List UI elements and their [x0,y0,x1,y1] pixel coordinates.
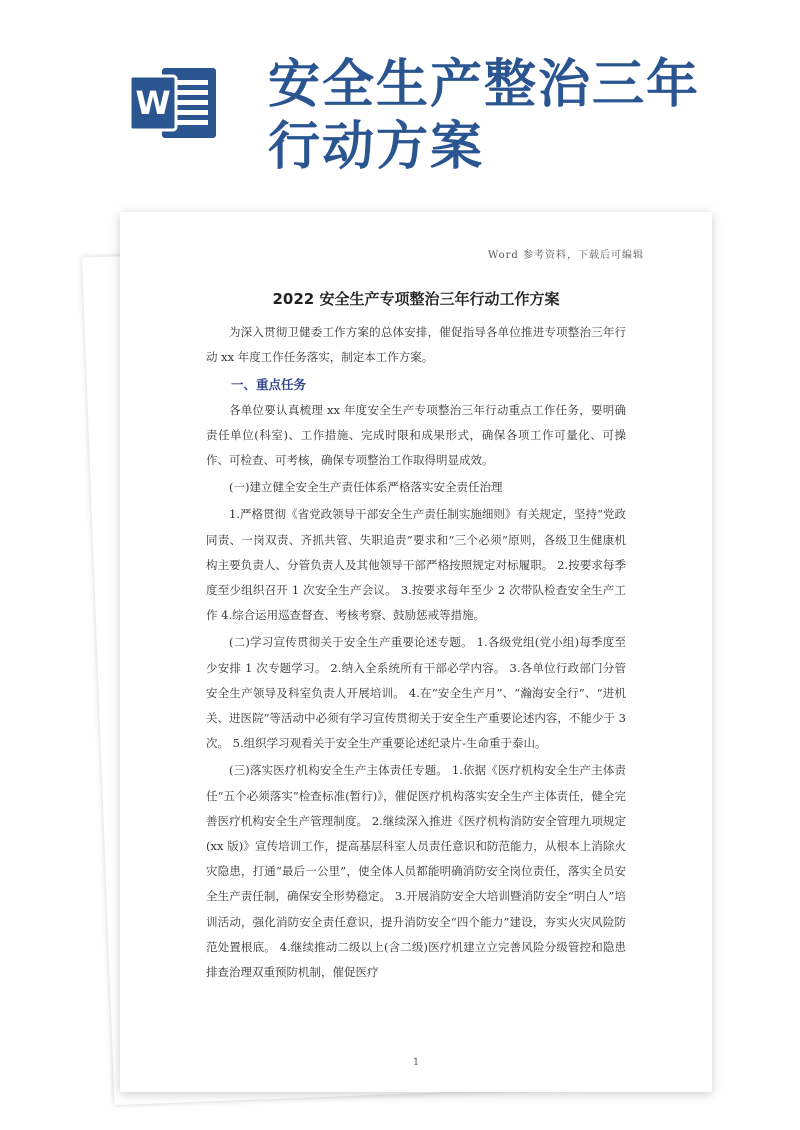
subsection3-paragraph: (三)落实医疗机构安全生产主体责任专题。 1.依据《医疗机构安全生产主体责任“五个必须落实”检查标准(暂行)》，催促医疗机构落实安全生产主体责任，健全完善医疗机构安全生产管理制度。 2.继续深入推进《医疗机构消防安全管理九项规定(xx 版)》宣传培训工作，提高基层科室人员责任意识和防范能力，从根本上消除火灾隐患，打通“最后一公里”，使全体人员都能明确消防安全岗位责任，落实全员安全生产责任制，确保安全形势稳定。 3.开展消防安全大培训暨消防安全“明白人”培训活动，强化消防安全责任意识，提升消防安全“四个能力”建设，夯实火灾风险防范处置根底。 4.继续推动二级以上(含二级)医疗机建立立完善风险分级管控和隐患排查治理双重预防机制，催促医疗 [206,763,626,980]
subsection1-paragraph: 1.严格贯彻《省党政领导干部安全生产责任制实施细则》有关规定，坚持“党政同责、一岗双责、齐抓共管、失职追责”要求和“三个必须”原则，各级卫生健康机构主要负责人、分管负责人及其他领导干部严格按照规定对标履职。 2.按要求每季度至少组织召开 1 次安全生产会议。 3.按要求每年至少 2 次带队检查安全生产工作 4.综合运用巡查督查、考核考察、鼓励惩戒等措施。 [206,507,626,623]
subsection-heading: (一)建立健全安全生产责任体系严格落实安全责任治理 [229,480,503,495]
intro-paragraph: 为深入贯彻卫健委工作方案的总体安排，催促指导各单位推进专项整治三年行动 xx 年度工作任务落实，制定本工作方案。 [206,325,626,365]
document-title: 2022 安全生产专项整治三年行动工作方案 [272,290,560,308]
document-page [120,212,712,1092]
banner-title-line1: 安全生产整治三年 [268,55,701,115]
banner [0,0,800,200]
subsection2-paragraph: (二)学习宣传贯彻关于安全生产重要论述专题。 1.各级党组(党小组)每季度至少安排 1 次专题学习。 2.纳入全系统所有干部必学内容。 3.各单位行政部门分管安全生产领导及科室负责人开展培训。 4.在“安全生产月”、“瀚海安全行”、“进机关、进医院”等活动中必须有学习宣传贯彻关于安全生产重要论述内容，不能少于 3 次。 5.组织学习观看关于安全生产重要论述纪录片-生命重于泰山。 [206,635,626,751]
word-document-icon [128,62,220,144]
page-number: 1 [412,1057,420,1068]
section-paragraph: 各单位要认真梳理 xx 年度安全生产专项整治三年行动重点工作任务，要明确责任单位(科室)、工作措施、完成时限和成果形式，确保各项工作可量化、可操作、可检查、可考核，确保专项整治工作取得明显成效。 [206,402,626,468]
document-body [206,320,626,987]
banner-title-line2: 行动方案 [268,117,485,177]
word-icon-letter: W [135,84,171,122]
banner-title [268,54,768,178]
header-note: Word 参考资料，下载后可编辑 [488,250,644,261]
section-heading: 一、重点任务 [231,377,307,393]
